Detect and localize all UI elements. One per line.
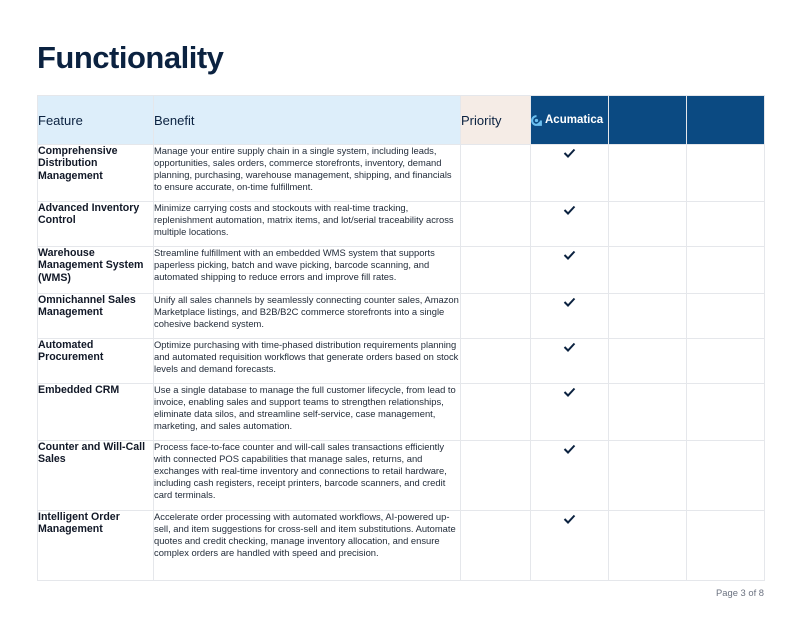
check-icon bbox=[563, 342, 576, 352]
benefit-cell: Use a single database to manage the full customer lifecycle, from lead to invoice, enabling sales and support teams to strengthen relationships, eliminate data silos, and streamline self-service, case management, marketing, and sales automation. bbox=[154, 384, 461, 441]
vendor-cell-2 bbox=[609, 145, 687, 202]
vendor-cell-3 bbox=[687, 202, 765, 247]
priority-cell bbox=[461, 511, 531, 581]
benefit-column-header: Benefit bbox=[154, 96, 461, 145]
check-icon bbox=[563, 297, 576, 307]
acumatica-logo-text: Acumatica bbox=[545, 114, 604, 126]
priority-cell bbox=[461, 145, 531, 202]
acumatica-logo bbox=[531, 114, 608, 126]
table-row bbox=[38, 247, 765, 294]
feature-cell: Embedded CRM bbox=[38, 384, 154, 441]
table-row bbox=[38, 294, 765, 339]
feature-cell: Warehouse Management System (WMS) bbox=[38, 247, 154, 294]
check-icon bbox=[563, 444, 576, 454]
acumatica-cell bbox=[531, 339, 609, 384]
feature-cell: Comprehensive Distribution Management bbox=[38, 145, 154, 202]
benefit-cell: Unify all sales channels by seamlessly connecting counter sales, Amazon Marketplace listings, and B2B/B2C commerce storefronts into a single cohesive backend system. bbox=[154, 294, 461, 339]
acumatica-cell bbox=[531, 202, 609, 247]
check-icon bbox=[563, 514, 576, 524]
vendor-cell-2 bbox=[609, 294, 687, 339]
table-row bbox=[38, 511, 765, 581]
feature-cell: Omnichannel Sales Management bbox=[38, 294, 154, 339]
priority-cell bbox=[461, 202, 531, 247]
vendor-cell-3 bbox=[687, 294, 765, 339]
table-row bbox=[38, 441, 765, 511]
acumatica-cell bbox=[531, 247, 609, 294]
table-header-row bbox=[38, 96, 765, 145]
priority-cell bbox=[461, 384, 531, 441]
vendor-cell-2 bbox=[609, 247, 687, 294]
benefit-cell: Optimize purchasing with time-phased distribution requirements planning and automated requisition workflows that generate orders based on stock levels and demand forecasts. bbox=[154, 339, 461, 384]
acumatica-cell bbox=[531, 145, 609, 202]
priority-cell bbox=[461, 339, 531, 384]
priority-column-header: Priority bbox=[461, 96, 531, 145]
benefit-cell: Minimize carrying costs and stockouts with real-time tracking, replenishment automation, matrix items, and lot/serial traceability across multiple locations. bbox=[154, 202, 461, 247]
priority-cell bbox=[461, 441, 531, 511]
vendor-cell-3 bbox=[687, 384, 765, 441]
table-row bbox=[38, 145, 765, 202]
acumatica-cell bbox=[531, 441, 609, 511]
acumatica-cell bbox=[531, 511, 609, 581]
check-icon bbox=[563, 250, 576, 260]
acumatica-column-header bbox=[531, 96, 609, 145]
benefit-cell: Streamline fulfillment with an embedded WMS system that supports paperless picking, batch and wave picking, barcode scanning, and automated shipping to reduce errors and improve fill rates. bbox=[154, 247, 461, 294]
acumatica-cell bbox=[531, 384, 609, 441]
table-row bbox=[38, 339, 765, 384]
vendor-cell-3 bbox=[687, 511, 765, 581]
page-title: Functionality bbox=[37, 40, 224, 75]
vendor-cell-3 bbox=[687, 339, 765, 384]
table-row bbox=[38, 384, 765, 441]
check-icon bbox=[563, 205, 576, 215]
page-number: Page 3 of 8 bbox=[716, 587, 764, 598]
feature-cell: Intelligent Order Management bbox=[38, 511, 154, 581]
priority-cell bbox=[461, 247, 531, 294]
functionality-table bbox=[37, 95, 765, 581]
check-icon bbox=[563, 387, 576, 397]
vendor-cell-3 bbox=[687, 145, 765, 202]
priority-cell bbox=[461, 294, 531, 339]
vendor-cell-2 bbox=[609, 384, 687, 441]
vendor-cell-3 bbox=[687, 441, 765, 511]
vendor-column-header-3 bbox=[687, 96, 765, 145]
benefit-cell: Accelerate order processing with automated workflows, AI-powered up-sell, and item suggestions for cross-sell and item substitutions. Automate quotes and credit checking, manage inventory allocation, and ensure complex orders are handled with speed and precision. bbox=[154, 511, 461, 581]
acumatica-logo-icon bbox=[531, 115, 542, 126]
vendor-column-header-2 bbox=[609, 96, 687, 145]
vendor-cell-2 bbox=[609, 339, 687, 384]
vendor-cell-2 bbox=[609, 441, 687, 511]
table-row bbox=[38, 202, 765, 247]
feature-cell: Automated Procurement bbox=[38, 339, 154, 384]
vendor-cell-2 bbox=[609, 511, 687, 581]
feature-column-header: Feature bbox=[38, 96, 154, 145]
vendor-cell-2 bbox=[609, 202, 687, 247]
benefit-cell: Process face-to-face counter and will-call sales transactions efficiently with connected POS capabilities that manage sales, returns, and exchanges with real-time inventory and connections to retail hardware, including cash registers, receipt printers, barcode scanners, and credit card terminals. bbox=[154, 441, 461, 511]
vendor-cell-3 bbox=[687, 247, 765, 294]
feature-cell: Advanced Inventory Control bbox=[38, 202, 154, 247]
acumatica-cell bbox=[531, 294, 609, 339]
check-icon bbox=[563, 148, 576, 158]
benefit-cell: Manage your entire supply chain in a single system, including leads, opportunities, sales orders, commerce storefronts, inventory, demand planning, purchasing, warehouse management, shipping, and financials to ensure accurate, on-time fulfillment. bbox=[154, 145, 461, 202]
feature-cell: Counter and Will-Call Sales bbox=[38, 441, 154, 511]
